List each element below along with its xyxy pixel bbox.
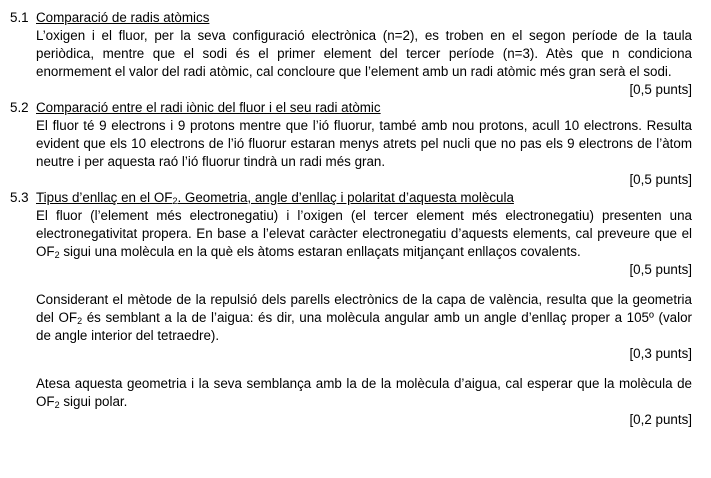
section-heading (10, 9, 692, 27)
spacer (10, 363, 692, 375)
body-text: El fluor (l’element més electronegatiu) i l’oxigen (el tercer element més electronegatiu) presenten una electronegativitat propera. En base a l’elevat caràcter electronegatiu d’aquests elements, cal preveure que el OF (36, 208, 692, 259)
score-label: [0,3 punts] (629, 346, 692, 361)
section-title: Comparació de radis atòmics (36, 10, 210, 25)
score-label: [0,5 punts] (629, 172, 692, 187)
body-text: sigui polar. (59, 394, 128, 409)
section-5-1 (10, 9, 692, 99)
score-label: [0,5 punts] (629, 82, 692, 97)
title-text: . Geometria, angle d’enllaç i polaritat d’aquesta molècula (177, 190, 514, 205)
title-text: Tipus d’enllaç en el OF (36, 190, 173, 205)
subscript: 2 (54, 400, 60, 410)
body-text: Considerant el mètode de la repulsió dels parells electrònics de la capa de valència, resulta que la geometria del OF (36, 292, 692, 325)
section-number: 5.2 (10, 100, 29, 115)
section-body-part-2 (36, 291, 692, 345)
body-text: sigui una molècula en la què els àtoms estaran enllaçats mitjançant enllaços covalents. (59, 244, 581, 259)
subscript: 2 (77, 316, 83, 326)
section-title: Comparació entre el radi iònic del fluor i el seu radi atòmic (36, 100, 381, 115)
section-number: 5.1 (10, 10, 29, 25)
score-label: [0,5 punts] (629, 262, 692, 277)
section-5-3 (10, 189, 692, 429)
subscript: 2 (172, 196, 178, 206)
section-body-part-3 (36, 375, 692, 411)
subscript: 2 (54, 250, 60, 260)
section-body: El fluor té 9 electrons i 9 protons mentre que l’ió fluorur, també amb nou protons, acull 10 electrons. Resulta evident que els 10 electrons de l’ió fluorur estaran menys atrets pel nucli que no pas els 9 electrons de l’àtom neutre i per aquesta raó l’ió fluorur tindrà un radi més gran. (36, 118, 692, 169)
body-text: Atesa aquesta geometria i la seva semblança amb la de la molècula d’aigua, cal esperar que la molècula de OF (36, 376, 692, 409)
section-body: L’oxigen i el fluor, per la seva configuració electrònica (n=2), es troben en el segon període de la taula periòdica, mentre que el sodi és el primer element del tercer període (n=3). Atès que n condiciona enormement el valor del radi atòmic, cal concloure que l’element amb un radi atòmic més gran serà el sodi. (36, 28, 692, 79)
body-text: és semblant a la de l’aigua: és dir, una molècula angular amb un angle d’enllaç proper a 105º (valor de angle interior del tetraedre). (36, 310, 692, 343)
section-heading (10, 99, 692, 117)
spacer (10, 279, 692, 291)
section-heading (10, 189, 692, 207)
section-5-2 (10, 99, 692, 189)
section-title (36, 189, 514, 207)
section-body-part-1 (36, 207, 692, 261)
section-number: 5.3 (10, 190, 29, 205)
score-label: [0,2 punts] (629, 412, 692, 427)
